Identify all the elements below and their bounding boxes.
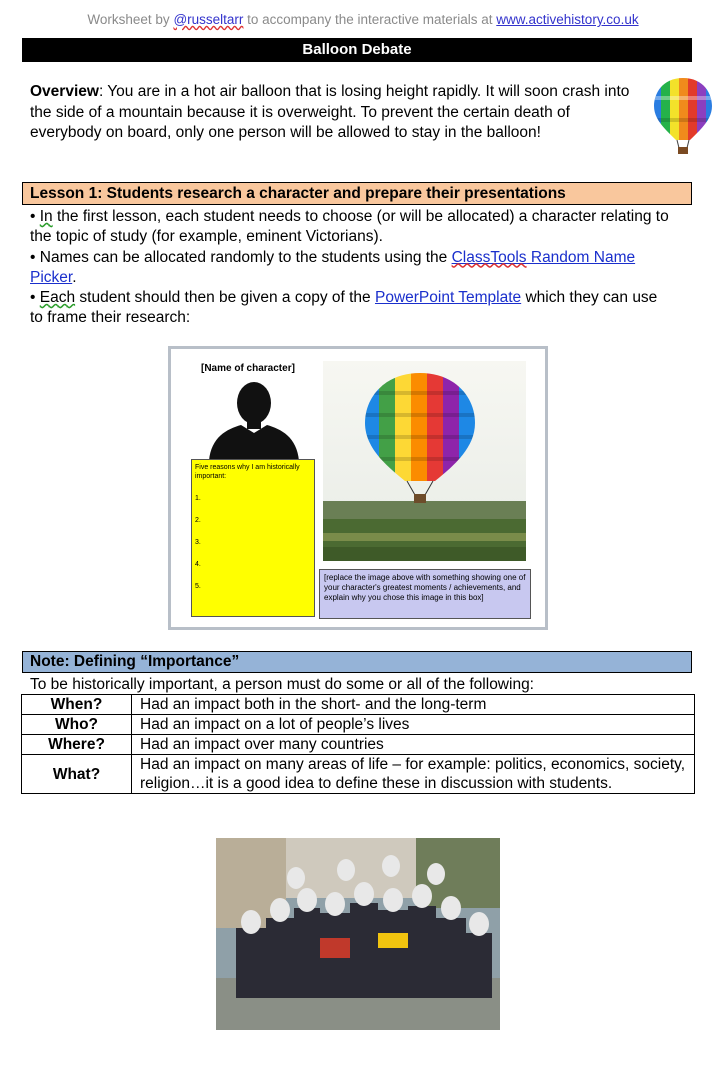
table-row bbox=[22, 735, 695, 755]
lesson-1-bullet-2: • Names can be allocated randomly to the students using the ClassTools Random Name Picker. bbox=[30, 248, 636, 286]
person-silhouette-icon bbox=[209, 379, 299, 461]
lesson-1-heading: Lesson 1: Students research a character and prepare their presentations bbox=[22, 182, 692, 205]
lesson-1-bullet-1: • In the first lesson, each student needs to choose (or will be allocated) a character relating to the topic of study (for example, eminent Victorians). bbox=[30, 208, 669, 246]
criterion-value: Had an impact both in the short- and the long-term bbox=[132, 695, 695, 715]
author-link[interactable]: @russeltarr bbox=[173, 12, 244, 27]
importance-criteria-table bbox=[21, 694, 695, 794]
table-row bbox=[22, 755, 695, 794]
template-slide-preview bbox=[168, 346, 548, 630]
note-heading: Note: Defining “Importance” bbox=[22, 651, 692, 673]
page-title: Balloon Debate bbox=[22, 38, 692, 62]
random-name-picker-link[interactable]: ClassTools Random Name Picker bbox=[30, 248, 636, 286]
balloon-landscape-photo bbox=[323, 361, 526, 561]
hot-air-balloon-icon bbox=[652, 76, 714, 156]
table-row bbox=[22, 695, 695, 715]
note-intro: To be historically important, a person must do some or all of the following: bbox=[30, 676, 534, 693]
criterion-value: Had an impact over many countries bbox=[132, 735, 695, 755]
worksheet-credit: Worksheet by @russeltarr to accompany the interactive materials at www.activehistory.co.uk bbox=[87, 12, 639, 27]
reasons-box: Five reasons why I am historically important: 1. 2. 3. 4. 5. bbox=[191, 459, 315, 617]
lesson-1-bullet-3: • Each student should then be given a copy of the PowerPoint Template which they can use to frame their research: bbox=[30, 289, 658, 327]
students-masks-photo bbox=[216, 838, 500, 1030]
criterion-key: Who? bbox=[22, 715, 132, 735]
criterion-value: Had an impact on a lot of people’s lives bbox=[132, 715, 695, 735]
lesson-1-body bbox=[30, 207, 670, 329]
overview-paragraph: Overview: You are in a hot air balloon that is losing height rapidly. It will soon crash into the side of a mountain because it is overweight. To prevent the certain death of everybody on board, only one person will be allowed to stay in the balloon! bbox=[30, 83, 630, 141]
character-name-label: [Name of character] bbox=[201, 363, 295, 374]
powerpoint-template-link[interactable]: PowerPoint Template bbox=[374, 289, 522, 307]
site-link[interactable]: www.activehistory.co.uk bbox=[496, 12, 639, 27]
criterion-key: Where? bbox=[22, 735, 132, 755]
image-caption-box: [replace the image above with something showing one of your character's greatest moments / achievements, and explain why you chose this image in this box] bbox=[319, 569, 531, 619]
criterion-value: Had an impact on many areas of life – for example: politics, economics, society, religion…it is a good idea to define these in discussion with students. bbox=[132, 755, 695, 794]
criterion-key: When? bbox=[22, 695, 132, 715]
table-row bbox=[22, 715, 695, 735]
criterion-key: What? bbox=[22, 755, 132, 794]
overview-label: Overview bbox=[30, 83, 99, 100]
